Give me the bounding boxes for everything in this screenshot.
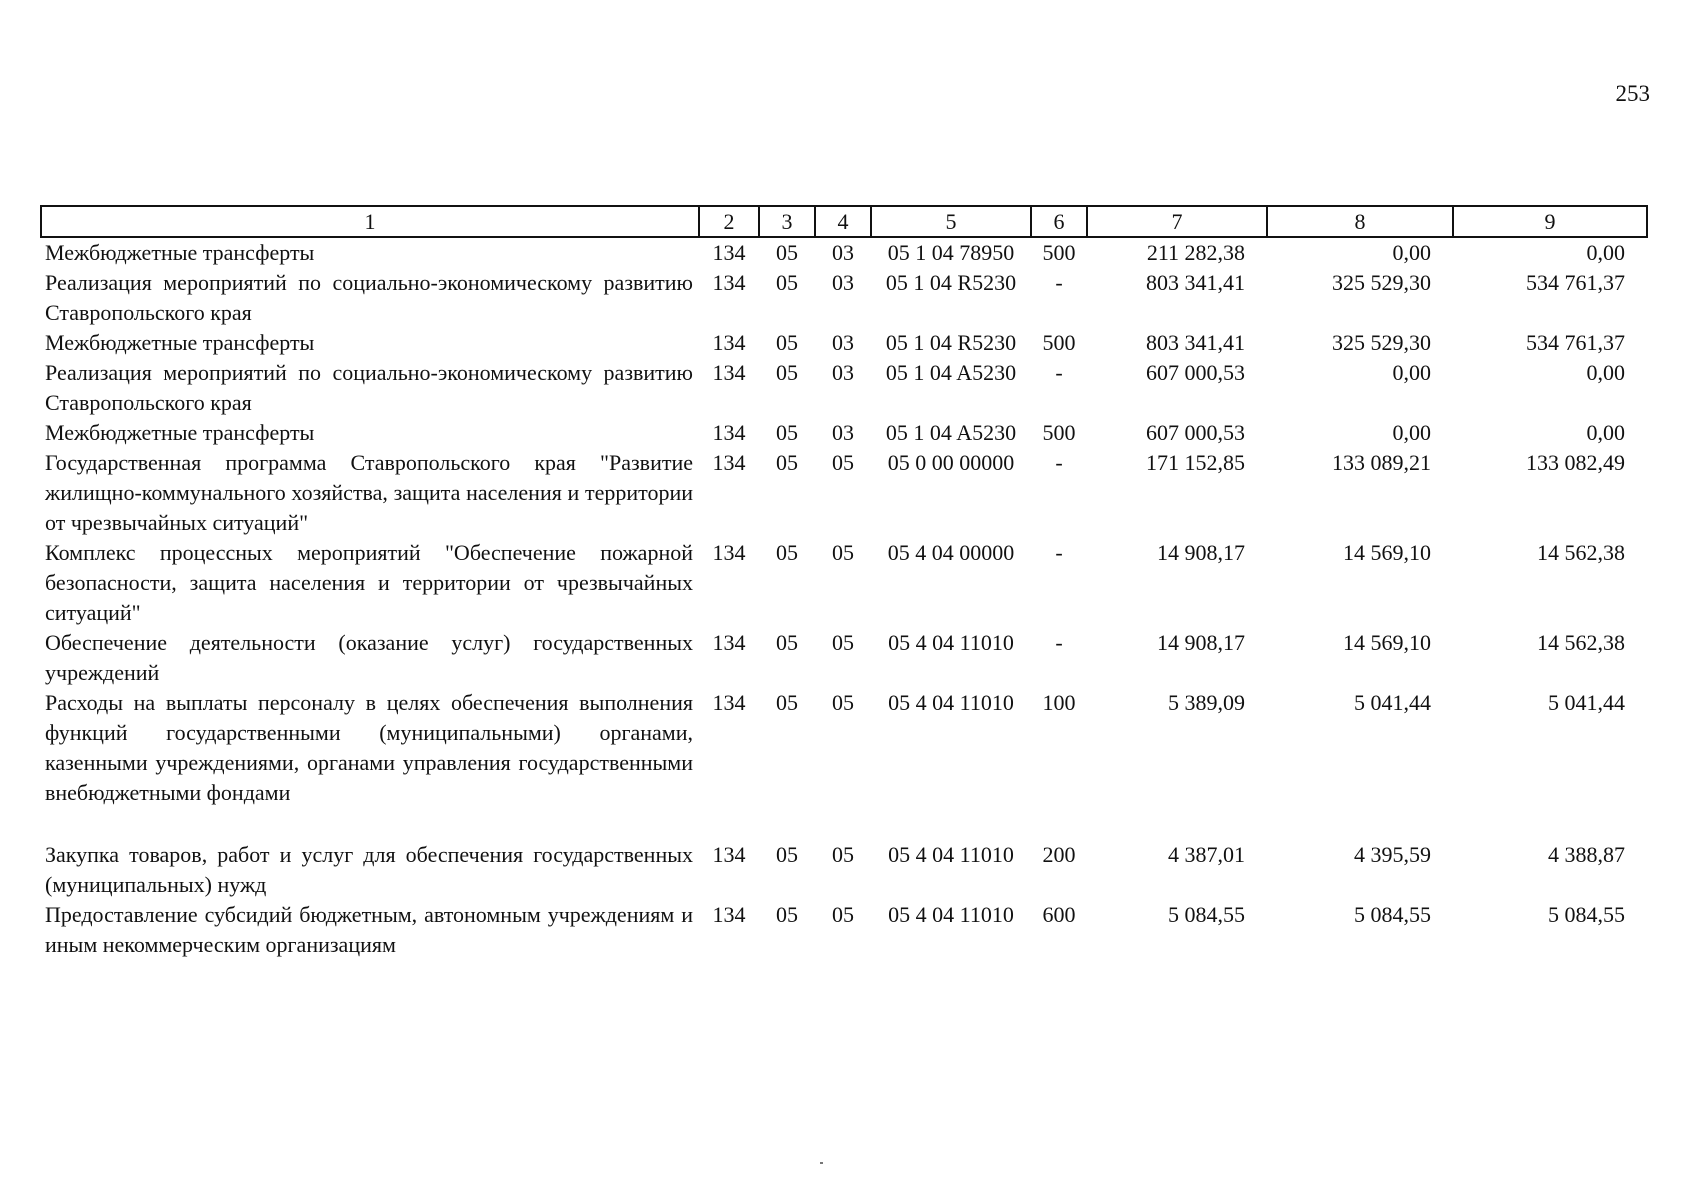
row-target-article: 05 1 04 R5230: [885, 270, 1017, 295]
row-section-code: 05: [776, 630, 798, 655]
row-amount-col-7: 607 000,53: [1146, 360, 1245, 385]
row-description: Государственная программа Ставропольского края "Развитие жилищно-коммунального хозяйства, защита населения и территории от чрезвычайных ситуаций": [45, 450, 693, 535]
row-ministry-code: 134: [712, 450, 746, 475]
row-amount-col-8: 5 084,55: [1354, 902, 1431, 927]
row-amount-col-8: 0,00: [1392, 420, 1431, 445]
row-expense-type: 200: [1042, 842, 1076, 867]
table-row: [41, 418, 1647, 448]
row-amount-col-7: 211 282,38: [1146, 240, 1245, 265]
row-amount-col-8: 325 529,30: [1332, 330, 1431, 355]
row-subsection-code: 03: [832, 360, 854, 385]
header-col-2: 2: [699, 206, 759, 237]
row-section-code: 05: [776, 902, 798, 927]
row-ministry-code: 134: [712, 360, 746, 385]
row-target-article: 05 1 04 A5230: [885, 360, 1017, 385]
row-amount-col-9: 14 562,38: [1537, 540, 1625, 565]
row-subsection-code: 03: [832, 240, 854, 265]
row-section-code: 05: [776, 240, 798, 265]
row-amount-col-9: 133 082,49: [1526, 450, 1625, 475]
row-subsection-code: 03: [832, 270, 854, 295]
row-subsection-code: 03: [832, 420, 854, 445]
row-amount-col-9: 0,00: [1586, 420, 1625, 445]
row-description: Предоставление субсидий бюджетным, автономным учреждениям и иным некоммерческим организациям: [45, 902, 693, 957]
row-target-article: 05 1 04 R5230: [885, 330, 1017, 355]
row-amount-col-9: 5 084,55: [1548, 902, 1625, 927]
header-row: [41, 206, 1647, 237]
table-row: [41, 268, 1647, 328]
row-ministry-code: 134: [712, 540, 746, 565]
row-amount-col-9: 534 761,37: [1526, 330, 1625, 355]
row-target-article: 05 4 04 00000: [887, 540, 1015, 565]
row-description: Комплекс процессных мероприятий "Обеспечение пожарной безопасности, защита населения и территории от чрезвычайных ситуаций": [45, 540, 693, 625]
row-amount-col-8: 325 529,30: [1332, 270, 1431, 295]
row-amount-col-9: 0,00: [1586, 360, 1625, 385]
table-body: [41, 237, 1647, 960]
row-expense-type: 500: [1042, 330, 1076, 355]
row-subsection-code: 05: [832, 842, 854, 867]
row-section-code: 05: [776, 330, 798, 355]
row-ministry-code: 134: [712, 690, 746, 715]
table-row: [41, 628, 1647, 688]
row-description: Межбюджетные трансферты: [45, 240, 315, 265]
row-section-code: 05: [776, 450, 798, 475]
header-col-7: 7: [1087, 206, 1267, 237]
row-subsection-code: 05: [832, 540, 854, 565]
row-expense-type: -: [1055, 450, 1063, 475]
row-amount-col-9: 5 041,44: [1548, 690, 1625, 715]
row-section-code: 05: [776, 360, 798, 385]
row-ministry-code: 134: [712, 270, 746, 295]
table-row: [41, 538, 1647, 628]
table-row: [41, 448, 1647, 538]
header-col-4: 4: [815, 206, 871, 237]
row-amount-col-7: 607 000,53: [1146, 420, 1245, 445]
table-row: [41, 900, 1647, 960]
row-expense-type: -: [1055, 630, 1063, 655]
budget-table: [40, 205, 1648, 960]
row-section-code: 05: [776, 420, 798, 445]
row-amount-col-7: 14 908,17: [1157, 630, 1245, 655]
row-expense-type: 100: [1042, 690, 1076, 715]
row-section-code: 05: [776, 270, 798, 295]
row-amount-col-7: 803 341,41: [1146, 330, 1245, 355]
scan-dot: [820, 1162, 823, 1164]
header-col-5: 5: [871, 206, 1031, 237]
row-ministry-code: 134: [712, 902, 746, 927]
row-amount-col-7: 5 389,09: [1168, 690, 1245, 715]
row-ministry-code: 134: [712, 330, 746, 355]
row-description: Реализация мероприятий по социально-экономическому развитию Ставропольского края: [45, 360, 693, 415]
row-amount-col-9: 534 761,37: [1526, 270, 1625, 295]
row-description: Межбюджетные трансферты: [45, 330, 315, 355]
row-description: Расходы на выплаты персоналу в целях обеспечения выполнения функций государственными (муниципальными) органами, казенными учреждениями, органами управления государственными внебюджетными фондами: [45, 690, 693, 805]
header-col-9: 9: [1453, 206, 1647, 237]
table-header: [41, 206, 1647, 237]
row-section-code: 05: [776, 540, 798, 565]
row-expense-type: -: [1055, 540, 1063, 565]
row-amount-col-7: 4 387,01: [1168, 842, 1245, 867]
row-target-article: 05 4 04 11010: [888, 630, 1014, 655]
row-target-article: 05 0 00 00000: [887, 450, 1015, 475]
row-amount-col-7: 14 908,17: [1157, 540, 1245, 565]
row-section-code: 05: [776, 690, 798, 715]
row-ministry-code: 134: [712, 630, 746, 655]
row-target-article: 05 4 04 11010: [888, 902, 1014, 927]
row-description: Закупка товаров, работ и услуг для обеспечения государственных (муниципальных) нужд: [45, 842, 693, 897]
row-ministry-code: 134: [712, 240, 746, 265]
row-amount-col-8: 14 569,10: [1343, 630, 1431, 655]
row-description: Реализация мероприятий по социально-экономическому развитию Ставропольского края: [45, 270, 693, 325]
row-description: Обеспечение деятельности (оказание услуг) государственных учреждений: [45, 630, 693, 685]
header-col-1: 1: [41, 206, 699, 237]
row-subsection-code: 05: [832, 450, 854, 475]
row-amount-col-8: 14 569,10: [1343, 540, 1431, 565]
row-section-code: 05: [776, 842, 798, 867]
row-ministry-code: 134: [712, 420, 746, 445]
row-expense-type: -: [1055, 270, 1063, 295]
row-amount-col-8: 5 041,44: [1354, 690, 1431, 715]
row-ministry-code: 134: [712, 842, 746, 867]
row-amount-col-7: 803 341,41: [1146, 270, 1245, 295]
row-subsection-code: 05: [832, 902, 854, 927]
table-row: [41, 328, 1647, 358]
row-amount-col-9: 0,00: [1586, 240, 1625, 265]
row-amount-col-8: 4 395,59: [1354, 842, 1431, 867]
row-expense-type: 500: [1042, 240, 1076, 265]
row-target-article: 05 1 04 78950: [887, 240, 1015, 265]
row-target-article: 05 1 04 A5230: [885, 420, 1017, 445]
row-target-article: 05 4 04 11010: [888, 842, 1014, 867]
header-col-6: 6: [1031, 206, 1087, 237]
row-description: Межбюджетные трансферты: [45, 420, 315, 445]
row-subsection-code: 05: [832, 630, 854, 655]
row-subsection-code: 03: [832, 330, 854, 355]
table-row: [41, 840, 1647, 900]
header-col-3: 3: [759, 206, 815, 237]
row-expense-type: 600: [1042, 902, 1076, 927]
row-expense-type: 500: [1042, 420, 1076, 445]
page-number: 253: [1615, 81, 1650, 106]
header-col-8: 8: [1267, 206, 1453, 237]
table-row: [41, 358, 1647, 418]
row-amount-col-8: 0,00: [1392, 360, 1431, 385]
row-amount-col-8: 0,00: [1392, 240, 1431, 265]
row-amount-col-9: 4 388,87: [1548, 842, 1625, 867]
row-target-article: 05 4 04 11010: [888, 690, 1014, 715]
table-row: [41, 237, 1647, 268]
row-amount-col-9: 14 562,38: [1537, 630, 1625, 655]
row-expense-type: -: [1055, 360, 1063, 385]
row-subsection-code: 05: [832, 690, 854, 715]
table-row: [41, 688, 1647, 840]
row-amount-col-8: 133 089,21: [1332, 450, 1431, 475]
row-amount-col-7: 171 152,85: [1146, 450, 1245, 475]
row-amount-col-7: 5 084,55: [1168, 902, 1245, 927]
